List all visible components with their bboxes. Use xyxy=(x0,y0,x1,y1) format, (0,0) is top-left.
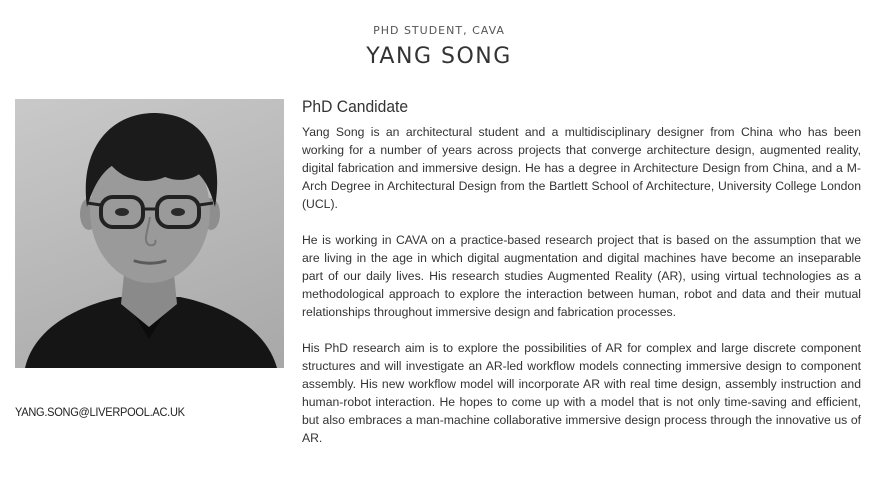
bio-paragraph: His PhD research aim is to explore the possibilities of AR for complex and large discrete component structures and will investigate an AR-led workflow models connecting immersive design to component assembly. His new workflow model will incorporate AR with real time design, assembly instruction and human-robot interaction. He hopes to come up with a model that is not only time-saving and efficient, but also embraces a man-machine collaborative immersive design process through the innovative us of AR. xyxy=(302,341,861,445)
profile-content xyxy=(302,97,861,465)
page-subtitle: PHD STUDENT, CAVA xyxy=(373,24,505,37)
role-heading: PhD Candidate xyxy=(302,97,409,116)
page-title: YANG SONG xyxy=(366,44,512,69)
portrait-photo xyxy=(15,99,284,368)
bio-text xyxy=(302,123,861,447)
bio-paragraph: Yang Song is an architectural student and a multidisciplinary designer from China who has been working for a number of years across projects that converge architecture design, augmented reality, digital fabrication and immersive design. He has a degree in Architecture Design from China, and a M-Arch Degree in Architectural Design from the Bartlett School of Architecture, University College London (UCL). xyxy=(302,125,861,211)
bio-paragraph: He is working in CAVA on a practice-based research project that is based on the assumption that we are living in the age in which digital augmentation and digital machines have become an inseparable part of our daily lives. His research studies Augmented Reality (AR), using virtual technologies as a methodological approach to explore the interaction between human, robot and data and their mutual relationships throughout immersive design and fabrication processes. xyxy=(302,233,861,319)
portrait-illustration xyxy=(15,99,284,368)
email-link[interactable]: YANG.SONG@LIVERPOOL.AC.UK xyxy=(15,405,185,419)
